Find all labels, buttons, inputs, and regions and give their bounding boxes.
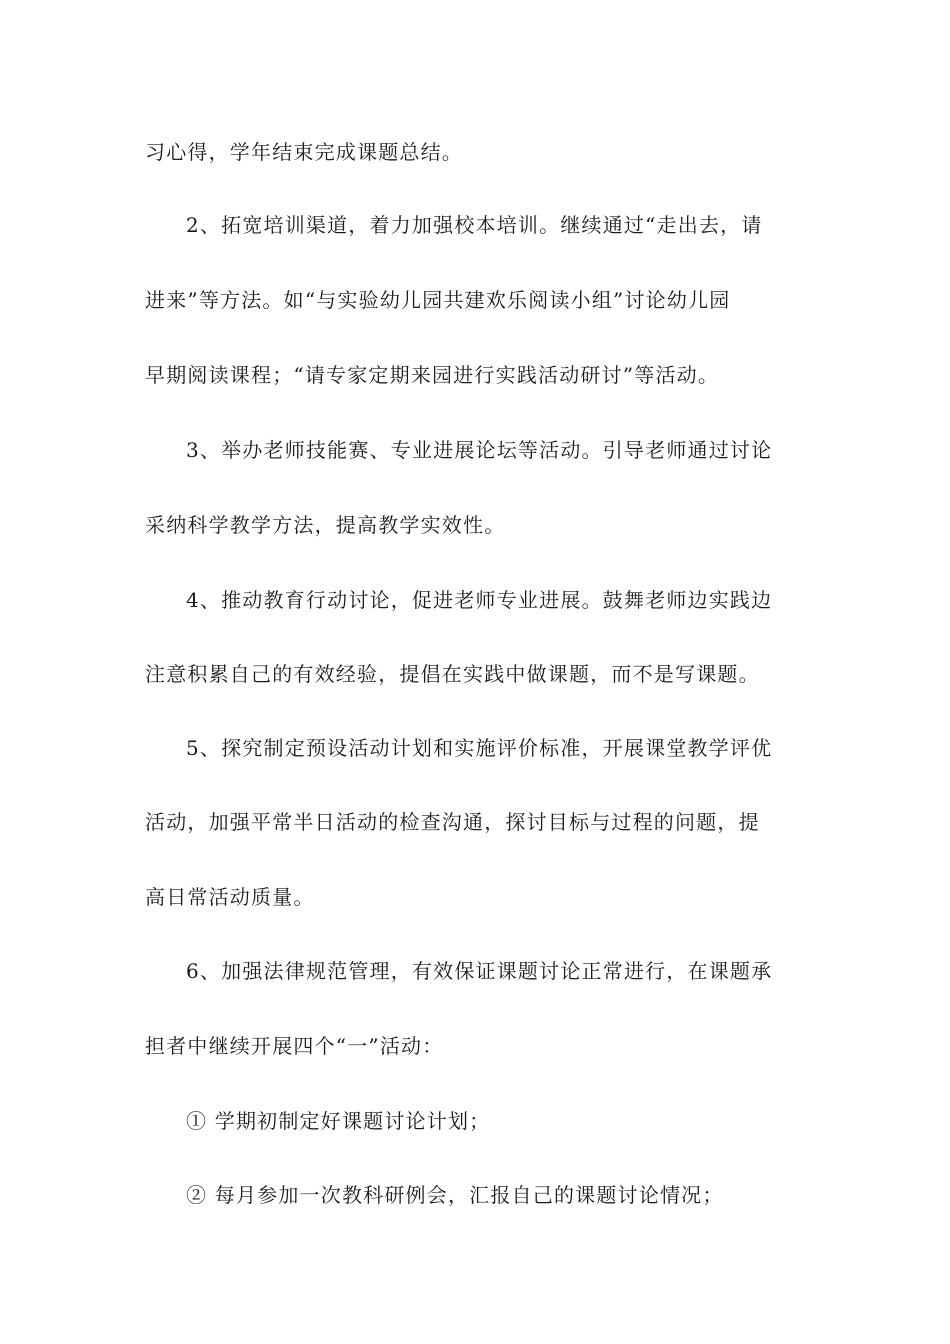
text-line: 注意积累自己的有效经验，提倡在实践中做课题，而不是写课题。 — [145, 662, 760, 686]
text-line: 担者中继续开展四个“一”活动： — [145, 1034, 444, 1058]
text-line: 6、加强法律规范管理，有效保证课题讨论正常进行，在课题承 — [186, 959, 773, 983]
list-item: ② 每月参加一次教科研例会，汇报自己的课题讨论情况； — [186, 1183, 724, 1207]
text-line: 活动，加强平常半日活动的检查沟通，探讨目标与过程的问题，提 — [145, 810, 760, 834]
text-line: 2、拓宽培训渠道，着力加强校本培训。继续通过“走出去，请 — [186, 213, 763, 237]
text-line: 高日常活动质量。 — [145, 885, 315, 909]
text-line: 4、推动教育行动讨论，促进老师专业进展。鼓舞老师边实践边 — [186, 588, 773, 612]
text-line: 5、探究制定预设活动计划和实施评价标准，开展课堂教学评优 — [186, 736, 773, 760]
text-line: 习心得，学年结束完成课题总结。 — [145, 140, 463, 164]
text-line: 3、举办老师技能赛、专业进展论坛等活动。引导老师通过讨论 — [186, 438, 773, 462]
text-line: 采纳科学教学方法，提高教学实效性。 — [145, 513, 506, 537]
text-line: 早期阅读课程；“请专家定期来园进行实践活动研讨”等活动。 — [145, 363, 720, 387]
list-item: ① 学期初制定好课题讨论计划； — [186, 1109, 491, 1133]
text-line: 进来”等方法。如“与实验幼儿园共建欢乐阅读小组”讨论幼儿园 — [145, 288, 731, 312]
